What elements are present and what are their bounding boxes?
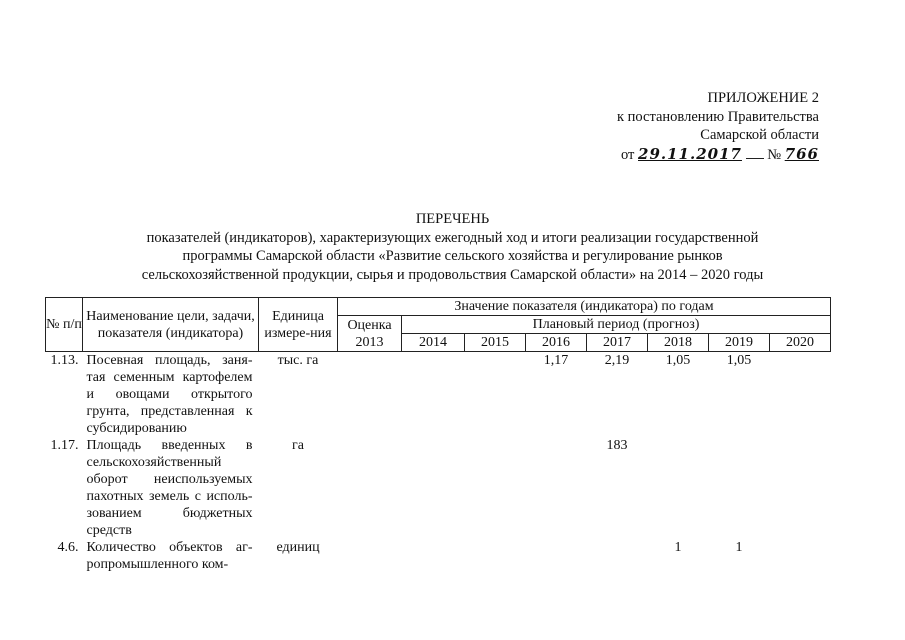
date-prefix: от	[620, 146, 635, 163]
value-cell: 183	[606, 438, 628, 453]
appendix-region-line: Самарской области	[700, 127, 819, 143]
value-cell: 1	[674, 540, 682, 555]
appendix-date-line	[617, 145, 819, 165]
col-header-year: 2017	[587, 334, 648, 352]
row-number: 1.13.	[50, 353, 79, 368]
value-cell	[338, 437, 402, 539]
col-header-year: 2015	[465, 334, 526, 352]
value-cell: 1,05	[726, 353, 752, 368]
col-header-estimate: Оценка 2013	[338, 316, 402, 352]
value-cell	[770, 352, 831, 438]
col-header-year: 2014	[402, 334, 465, 352]
date-underline	[746, 158, 764, 159]
value-cell	[648, 437, 709, 539]
col-header-unit: Единица измере-ния	[259, 298, 338, 352]
value-cell	[402, 437, 465, 539]
value-cell	[338, 352, 402, 438]
value-cell	[709, 437, 770, 539]
value-cell	[526, 437, 587, 539]
value-cell	[338, 539, 402, 573]
appendix-resolution-line: к постановлению Правительства	[617, 108, 819, 125]
header-row-1	[46, 298, 831, 316]
row-number: 4.6.	[57, 540, 79, 555]
indicator-unit: единиц	[276, 540, 320, 555]
col-header-year: 2020	[770, 334, 831, 352]
value-cell: 1,17	[543, 353, 569, 368]
value-cell	[587, 539, 648, 573]
indicators-table	[45, 297, 831, 573]
value-cell	[402, 539, 465, 573]
appendix-title: ПРИЛОЖЕНИЕ 2	[707, 90, 819, 106]
value-cell	[770, 437, 831, 539]
handwritten-date: 29.11.2017	[638, 144, 742, 163]
appendix-block	[617, 89, 819, 164]
table-row	[46, 352, 831, 438]
col-header-year: 2019	[709, 334, 770, 352]
value-cell	[770, 539, 831, 573]
indicator-unit: га	[292, 438, 304, 453]
value-cell: 1,05	[665, 353, 691, 368]
title-heading: ПЕРЕЧЕНЬ	[415, 211, 490, 227]
value-cell: 2,19	[604, 353, 630, 368]
indicator-name: Посевная площадь, заня-тая семенным картофелем и овощами открытого грунта, представленная к субсидированию	[86, 353, 253, 436]
title-line-1: показателей (индикаторов), характеризующих ежегодный ход и итоги реализации государственной	[146, 229, 759, 246]
col-header-year: 2018	[648, 334, 709, 352]
value-cell	[402, 352, 465, 438]
title-line-2: программы Самарской области «Развитие сельского хозяйства и регулирование рынков	[182, 248, 723, 264]
col-header-num: № п/п	[46, 298, 83, 352]
col-header-year: 2016	[526, 334, 587, 352]
indicator-name: Количество объектов аг-ропромышленного ком-	[86, 540, 253, 572]
value-cell	[465, 539, 526, 573]
value-cell: 1	[735, 540, 743, 555]
value-cell	[465, 352, 526, 438]
value-cell	[465, 437, 526, 539]
col-header-values-group: Значение показателя (индикатора) по годам	[338, 298, 831, 316]
table-row	[46, 437, 831, 539]
value-cell	[526, 539, 587, 573]
col-header-name: Наименование цели, задачи, показателя (индикатора)	[83, 298, 259, 352]
col-header-plan-group: Плановый период (прогноз)	[402, 316, 831, 334]
title-line-3: сельскохозяйственной продукции, сырья и продовольствия Самарской области» на 2014 – 2020 годы	[141, 266, 764, 283]
indicator-unit: тыс. га	[277, 353, 319, 368]
handwritten-number: 766	[784, 144, 819, 163]
number-prefix: №	[767, 146, 782, 163]
indicator-name: Площадь введенных в сельскохозяйственный оборот неиспользуемых пахотных земель с исполь-зованием бюджетных средств	[86, 438, 253, 538]
table-row	[46, 539, 831, 573]
document-title	[0, 210, 905, 284]
row-number: 1.17.	[50, 438, 79, 453]
